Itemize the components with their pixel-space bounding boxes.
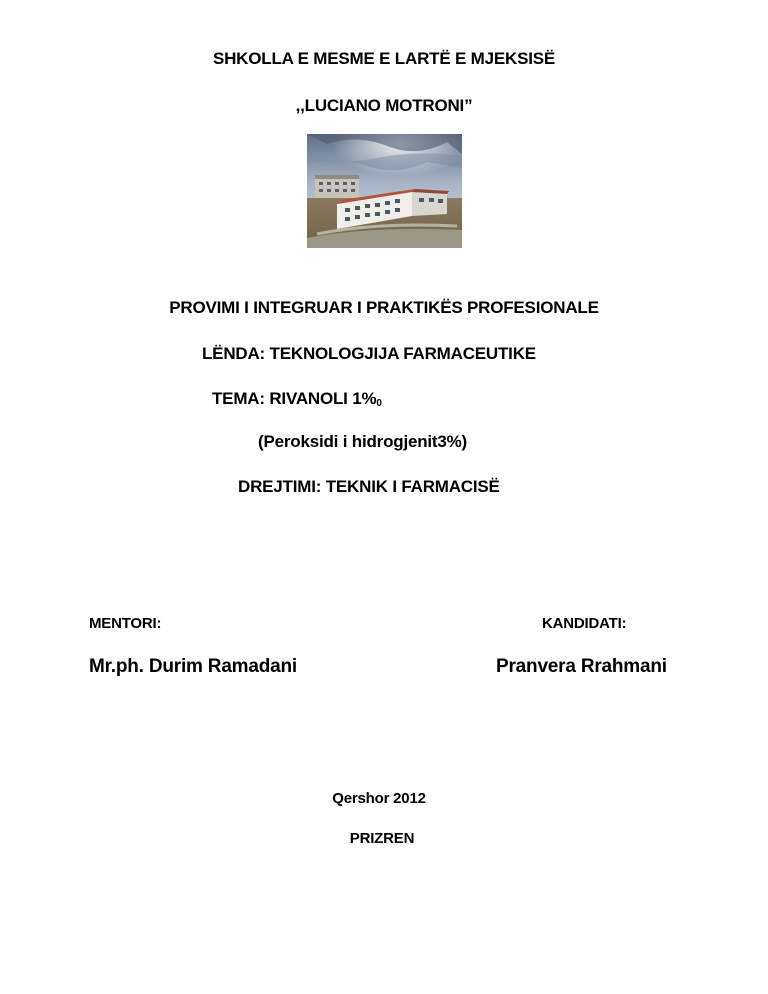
date-line: Qershor 2012 <box>332 790 426 807</box>
topic-subtitle: (Peroksidi i hidrogjenit3%) <box>258 432 468 451</box>
topic-text: TEMA: RIVANOLI 1% <box>212 389 377 408</box>
school-building-photo <box>307 134 462 248</box>
school-name: SHKOLLA E MESME E LARTË E MJEKSISË <box>212 49 556 68</box>
subject-line: LËNDA: TEKNOLOGJIJA FARMACEUTIKE <box>202 344 536 363</box>
candidate-name: Pranvera Rrahmani <box>496 656 667 677</box>
mentor-name: Mr.ph. Durim Ramadani <box>89 656 298 677</box>
mentor-label: MENTORI: <box>89 615 162 632</box>
topic-line <box>212 389 382 409</box>
exam-title: PROVIMI I INTEGRUAR I PRAKTIKËS PROFESIONALE <box>169 298 599 317</box>
place-line: PRIZREN <box>349 830 415 847</box>
school-subtitle: ,,LUCIANO MOTRONI” <box>295 96 473 115</box>
candidate-label: KANDIDATI: <box>542 615 627 632</box>
direction-line: DREJTIMI: TEKNIK I FARMACISË <box>238 477 500 496</box>
topic-subscript: 0 <box>376 398 382 409</box>
